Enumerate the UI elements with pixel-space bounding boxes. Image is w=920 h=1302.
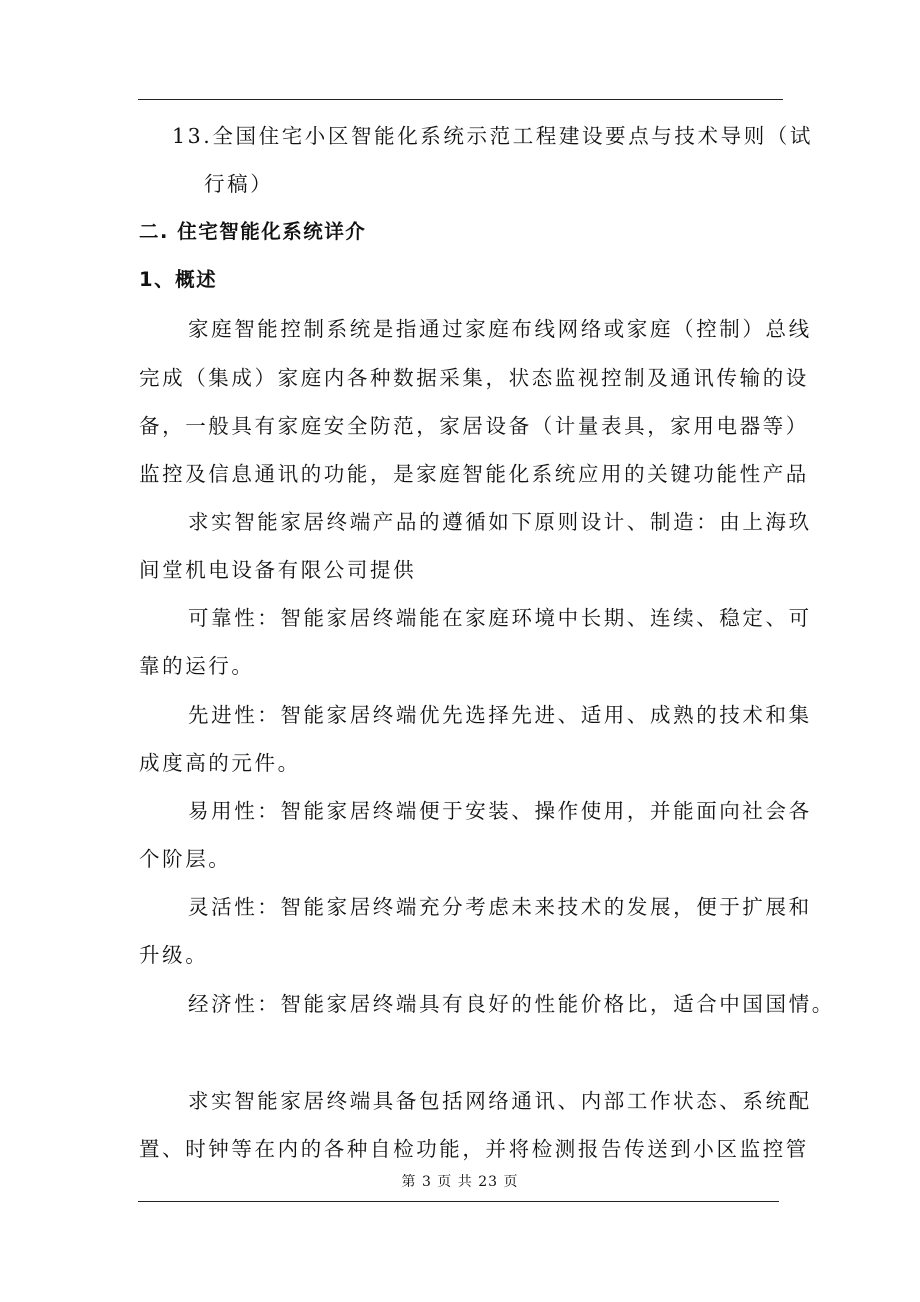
paragraph-line: 成度高的元件。 [139, 751, 301, 775]
paragraph-line: 置、时钟等在内的各种自检功能，并将检测报告传送到小区监控管 [139, 1137, 809, 1161]
paragraph-line: 个阶层。 [139, 847, 232, 871]
paragraph-line: 间堂机电设备有限公司提供 [139, 558, 417, 582]
paragraph-line: 靠的运行。 [139, 654, 255, 678]
subsection-heading: 1、概述 [139, 268, 218, 291]
paragraph-line: 升级。 [139, 943, 209, 967]
page-indicator: 第 3 页 共 23 页 [401, 1174, 519, 1190]
list-item-13-line-2: 行稿） [204, 172, 274, 196]
footer-rule [138, 1201, 779, 1202]
paragraph-line: 经济性：智能家居终端具有良好的性能价格比，适合中国国情。 [188, 992, 835, 1016]
paragraph-line: 监控及信息通讯的功能，是家庭智能化系统应用的关键功能性产品 [139, 462, 809, 486]
paragraph-line: 先进性：智能家居终端优先选择先进、适用、成熟的技术和集 [188, 703, 812, 727]
list-item-13-line-1: 13.全国住宅小区智能化系统示范工程建设要点与技术导则（试 [172, 124, 813, 148]
paragraph-line: 易用性：智能家居终端便于安装、操作使用，并能面向社会各 [188, 799, 812, 823]
paragraph-line: 求实智能家居终端产品的遵循如下原则设计、制造：由上海玖 [188, 510, 812, 534]
paragraph-line: 可靠性：智能家居终端能在家庭环境中长期、连续、稳定、可 [188, 606, 812, 630]
paragraph-line: 家庭智能控制系统是指通过家庭布线网络或家庭（控制）总线 [188, 317, 812, 341]
section-heading: 二. 住宅智能化系统详介 [139, 220, 367, 243]
paragraph-line: 完成（集成）家庭内各种数据采集，状态监视控制及通讯传输的设 [139, 366, 809, 390]
paragraph-line: 求实智能家居终端具备包括网络通讯、内部工作状态、系统配 [188, 1089, 812, 1113]
paragraph-line: 灵活性：智能家居终端充分考虑未来技术的发展，便于扩展和 [188, 895, 812, 919]
header-rule [138, 99, 783, 100]
paragraph-line: 备，一般具有家庭安全防范，家居设备（计量表具，家用电器等） [139, 414, 809, 438]
